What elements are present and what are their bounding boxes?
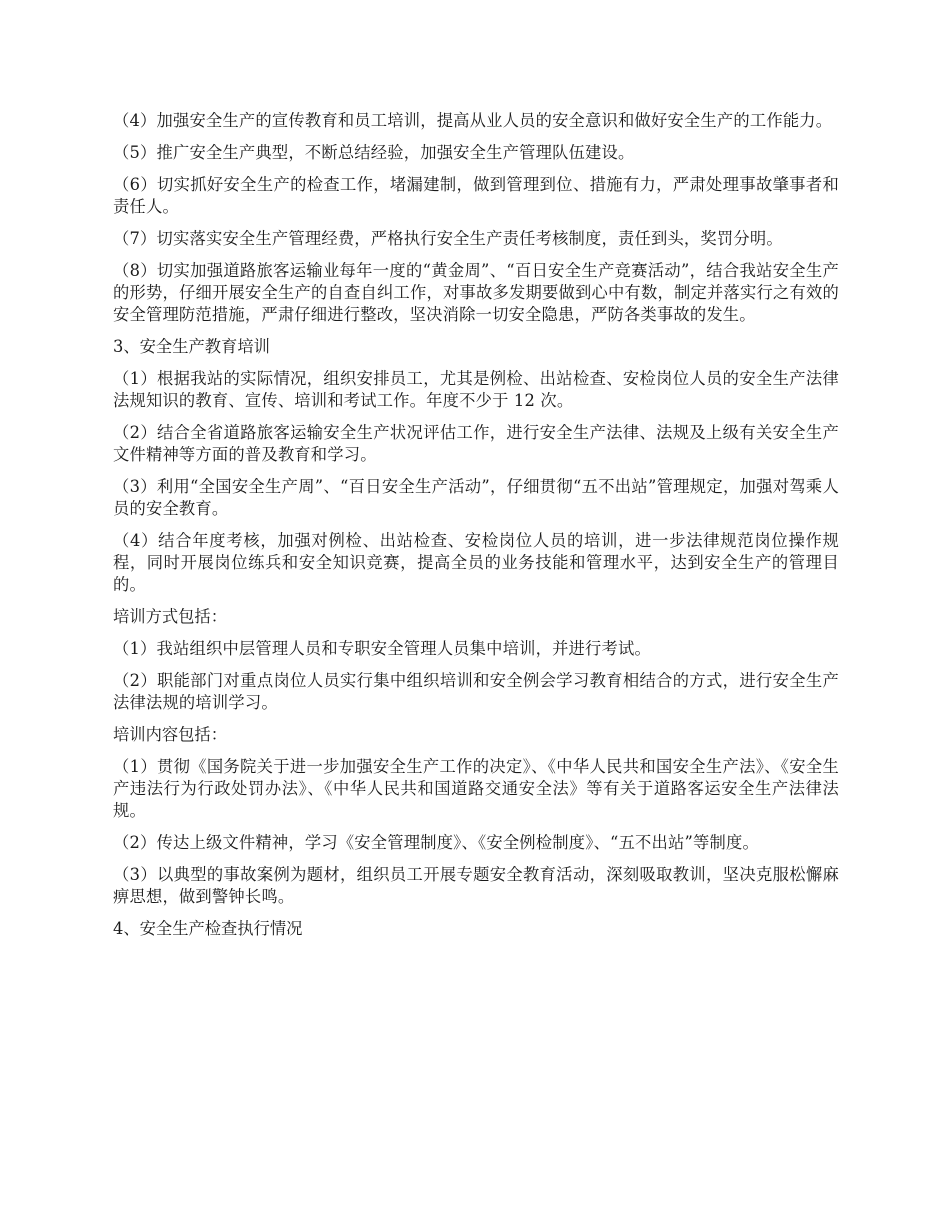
document-page: [113, 110, 839, 950]
subheading-training-methods: 培训方式包括：: [113, 607, 227, 626]
section-heading-training: 3、安全生产教育培训: [113, 337, 270, 356]
paragraph-training-3: （3）利用“全国安全生产周”、“百日安全生产活动”，仔细贯彻“五不出站”管理规定，加强对驾乘人员的安全教育。: [113, 477, 839, 518]
paragraph-content-3: （3）以典型的事故案例为题材，组织员工开展专题安全教育活动，深刻吸取教训，坚决克服松懈麻痹思想，做到警钟长鸣。: [113, 865, 839, 906]
paragraph-item-8-golden-week: （8）切实加强道路旅客运输业每年一度的“黄金周”、“百日安全生产竞赛活动”，结合我站安全生产的形势，仔细开展安全生产的自查自纠工作，对事故多发期要做到心中有数，制定并落实行之有效的安全管理防范措施，严肃仔细进行整改，坚决消除一切安全隐患，严防各类事故的发生。: [113, 261, 839, 324]
paragraph-item-4-publicity: （4）加强安全生产的宣传教育和员工培训，提高从业人员的安全意识和做好安全生产的工作能力。: [113, 111, 833, 130]
paragraph-training-1: （1）根据我站的实际情况，组织安排员工，尤其是例检、出站检查、安检岗位人员的安全生产法律法规知识的教育、宣传、培训和考试工作。年度不少于 12 次。: [113, 369, 839, 410]
paragraph-content-1: （1）贯彻《国务院关于进一步加强安全生产工作的决定》、《中华人民共和国安全生产法》、《安全生产违法行为行政处罚办法》、《中华人民共和国道路交通安全法》等有关于道路客运安全生产法律法规。: [113, 757, 839, 820]
paragraph-item-7-funding: （7）切实落实安全生产管理经费，严格执行安全生产责任考核制度，责任到头，奖罚分明。: [113, 229, 783, 248]
section-heading-inspection: 4、安全生产检查执行情况: [113, 919, 303, 938]
subheading-training-content: 培训内容包括：: [113, 725, 227, 744]
paragraph-training-2: （2）结合全省道路旅客运输安全生产状况评估工作，进行安全生产法律、法规及上级有关安全生产文件精神等方面的普及教育和学习。: [113, 423, 839, 464]
paragraph-training-4: （4）结合年度考核，加强对例检、出站检查、安检岗位人员的培训，进一步法律规范岗位操作规程，同时开展岗位练兵和安全知识竞赛，提高全员的业务技能和管理水平，达到安全生产的管理目的。: [113, 531, 839, 594]
paragraph-method-1: （1）我站组织中层管理人员和专职安全管理人员集中培训，并进行考试。: [113, 639, 651, 658]
paragraph-content-2: （2）传达上级文件精神，学习《安全管理制度》、《安全例检制度》、“五不出站”等制度。: [113, 833, 759, 852]
paragraph-item-5-promote: （5）推广安全生产典型，不断总结经验，加强安全生产管理队伍建设。: [113, 143, 635, 162]
paragraph-item-6-inspection: （6）切实抓好安全生产的检查工作，堵漏建制，做到管理到位、措施有力，严肃处理事故肇事者和责任人。: [113, 175, 839, 216]
paragraph-method-2: （2）职能部门对重点岗位人员实行集中组织培训和安全例会学习教育相结合的方式，进行安全生产法律法规的培训学习。: [113, 671, 839, 712]
